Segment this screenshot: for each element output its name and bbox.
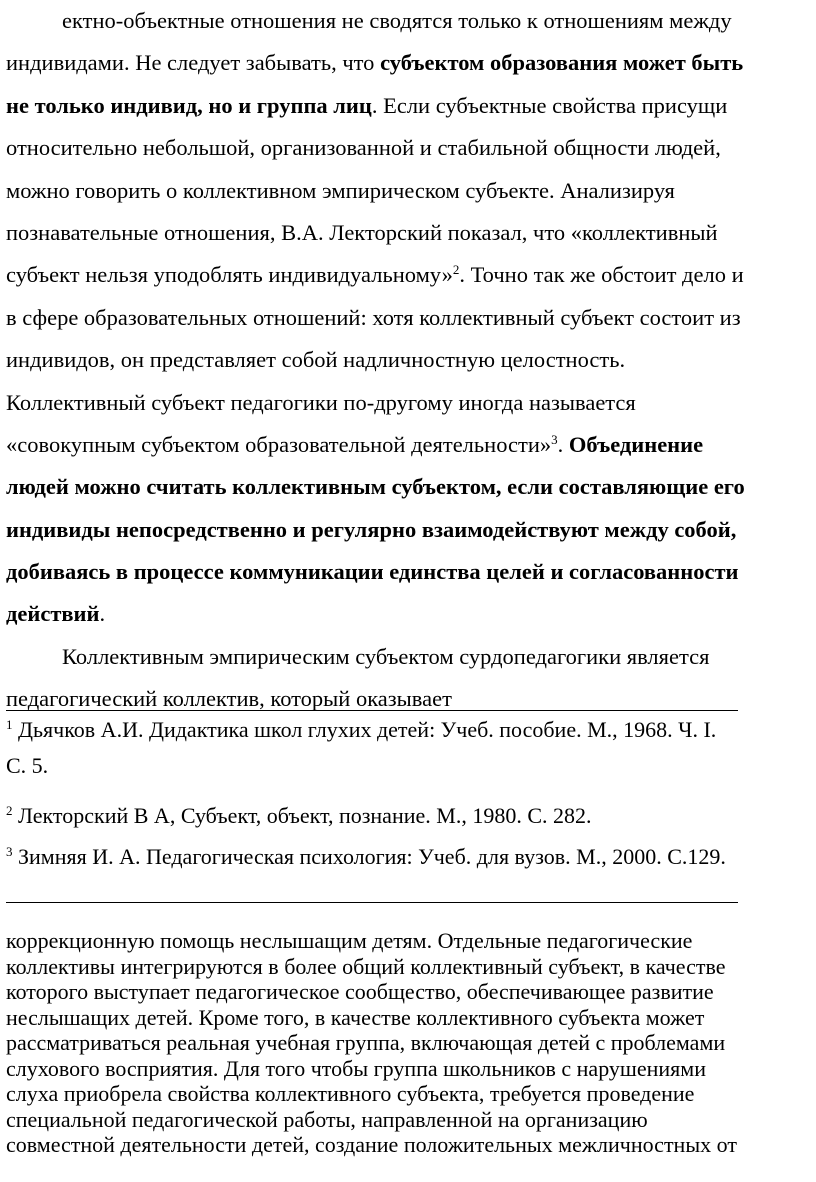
footnote-ref[interactable]: 3 bbox=[551, 431, 558, 447]
text-span: индивидами. Не следует забывать, что bbox=[6, 50, 381, 76]
text-line: Коллективный субъект педагогики по-другому иногда называется bbox=[6, 389, 636, 415]
footnote-1-continuation: С. 5. bbox=[6, 753, 49, 778]
text-line: слухового восприятия. Для того чтобы группа школьников с нарушениями bbox=[6, 1055, 706, 1081]
text-span: «совокупным субъектом образовательной деятельности» bbox=[6, 431, 552, 457]
text-line: ектно-объектные отношения не сводятся только к отношениям между bbox=[62, 8, 732, 33]
footnote-ref[interactable]: 2 bbox=[452, 262, 460, 278]
text-line bbox=[6, 424, 806, 466]
text-line bbox=[6, 254, 806, 296]
next-page-text bbox=[6, 928, 816, 1158]
text-span: . bbox=[99, 601, 106, 627]
footnote-text: Лекторский В А, Субъект, объект, познание. М., 1980. С. 282. bbox=[12, 803, 592, 828]
text-line: рассматриваться реальная учебная группа, включающая детей с проблемами bbox=[6, 1030, 726, 1055]
footnote-number: 3 bbox=[6, 844, 13, 859]
text-span: субъект нельзя уподоблять индивидуальному» bbox=[6, 262, 453, 288]
bold-text: субъектом образования может быть bbox=[380, 50, 744, 76]
text-line: совместной деятельности детей, создание положительных межличностных от bbox=[6, 1132, 737, 1157]
footnote-3 bbox=[6, 843, 726, 871]
bold-text: действий bbox=[6, 601, 100, 627]
footnote-2 bbox=[6, 802, 592, 830]
text-line: в сфере образовательных отношений: хотя коллективный субъект состоит из bbox=[6, 304, 741, 330]
footnote-text: Зимняя И. А. Педагогическая психология: Учеб. для вузов. М., 2000. С.129. bbox=[12, 844, 726, 869]
main-paragraphs bbox=[6, 0, 806, 721]
text-line: относительно небольшой, организованной и стабильной общности людей, bbox=[6, 135, 721, 161]
text-line: слуха приобрела свойства коллективного субъекта, требуется проведение bbox=[6, 1081, 695, 1106]
footnote-1 bbox=[6, 716, 716, 744]
text-line bbox=[6, 42, 806, 84]
text-span: . Если субъектные свойства присущи bbox=[371, 92, 728, 118]
text-line: неслышащих детей. Кроме того, в качестве коллективного субъекта может bbox=[6, 1004, 705, 1030]
bold-text: Объединение bbox=[568, 431, 704, 457]
text-line: педагогический коллектив, который оказывает bbox=[6, 686, 452, 712]
text-line: индивиды непосредственно и регулярно взаимодействуют между собой, bbox=[6, 516, 737, 542]
text-line: индивидов, он представляет собой надличностную целостность. bbox=[6, 347, 626, 373]
bold-text: не только индивид, но и группа лиц bbox=[6, 92, 372, 118]
text-line: познавательные отношения, В.А. Лекторский показал, что «коллективный bbox=[6, 219, 718, 245]
footnote-text: Дьячков А.И. Дидактика школ глухих детей: Учеб. пособие. М., 1968. Ч. I. bbox=[12, 717, 717, 742]
page-break-line bbox=[6, 902, 738, 903]
text-span: . Точно так же обстоит дело и bbox=[459, 262, 744, 288]
text-line: которого выступает педагогическое сообщество, обеспечивающее развитие bbox=[6, 979, 714, 1004]
text-line: коррекционную помощь неслышащим детям. Отдельные педагогические bbox=[6, 928, 693, 953]
footnote-number: 1 bbox=[6, 717, 13, 732]
text-line: добиваясь в процессе коммуникации единства целей и согласованности bbox=[6, 559, 739, 585]
text-line bbox=[6, 593, 806, 635]
text-line: можно говорить о коллективном эмпирическом субъекте. Анализируя bbox=[6, 177, 675, 203]
footnote-number: 2 bbox=[6, 803, 13, 818]
text-span: . bbox=[557, 431, 569, 457]
text-line bbox=[6, 85, 806, 127]
text-line: специальной педагогической работы, направленной на организацию bbox=[6, 1106, 648, 1132]
text-line: Коллективным эмпирическим субъектом сурдопедагогики является bbox=[62, 643, 710, 669]
footnote-separator bbox=[6, 710, 738, 711]
text-line: коллективы интегрируются в более общий коллективный субъект, в качестве bbox=[6, 953, 726, 979]
text-line: людей можно считать коллективным субъектом, если составляющие его bbox=[6, 474, 745, 500]
